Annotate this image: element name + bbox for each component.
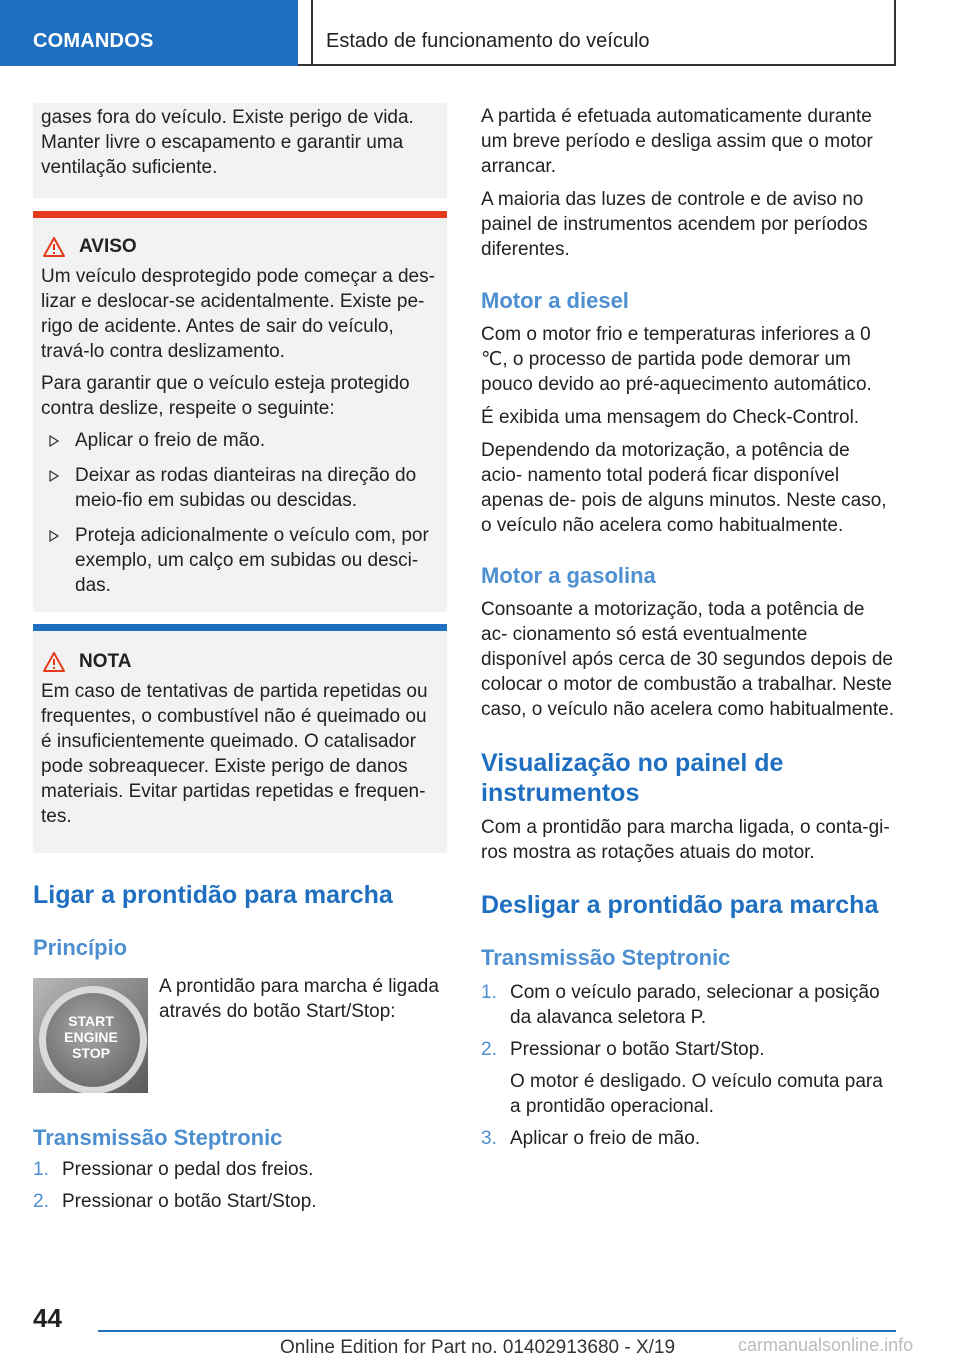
heading-steptronic-left: Transmissão Steptronic <box>33 1125 283 1150</box>
button-label-engine: ENGINE <box>64 1029 118 1045</box>
list-item: 1. Com o veículo parado, selecionar a posição da alavanca seletora P. <box>481 982 880 1028</box>
header-underline <box>298 64 896 66</box>
aviso-paragraph: Um veículo desprotegido pode começar a des- lizar e deslocar-se acidentalmente. Existe pe- rigo de acidente. Antes de sair do veículo, travá-lo contra deslizamento. <box>41 266 435 362</box>
watermark: carmanualsonline.info <box>738 1335 914 1355</box>
heading-principio: Princípio <box>33 935 128 960</box>
footer-rule <box>98 1330 896 1332</box>
chapter-title: Estado de funcionamento do veículo <box>326 30 650 52</box>
aviso-bullet-list <box>41 428 439 598</box>
heading-visualizacao: Visualização no painel de instrumentos <box>481 749 784 807</box>
bullet-triangle-icon <box>49 470 59 482</box>
list-item: Proteja adicionalmente o veículo com, por exemplo, um calço em subidas ou desci- das. <box>41 523 439 598</box>
list-item: 2. Pressionar o botão Start/Stop. <box>481 1039 765 1060</box>
warning-triangle-icon <box>43 652 65 672</box>
list-item: 1. Pressionar o pedal dos freios. <box>33 1159 314 1180</box>
warning-continuation-box <box>33 103 447 198</box>
nota-label: NOTA <box>79 651 132 672</box>
section-tab: COMANDOS <box>0 0 298 66</box>
bullet-triangle-icon <box>49 435 59 447</box>
start-stop-button-icon <box>33 978 148 1093</box>
page-number: 44 <box>33 1303 62 1333</box>
button-label-stop: STOP <box>72 1045 110 1061</box>
right-intro: A partida é efetuada automaticamente durante um breve período e desliga assim que o motor arrancar. A maioria das luzes de controle e de aviso no painel de instrumentos acendem por períodos diferentes. <box>481 106 873 260</box>
principio-text: A prontidão para marcha é ligada através do botão Start/Stop: <box>159 976 439 1022</box>
warning-continuation-text: gases fora do veículo. Existe perigo de vida. Manter livre o escapamento e garantir uma ventilação suficiente. <box>41 107 414 178</box>
heading-ligar: Ligar a prontidão para marcha <box>33 881 393 909</box>
list-item: Aplicar o freio de mão. <box>41 428 439 453</box>
heading-desligar: Desligar a prontidão para marcha <box>481 891 879 919</box>
aviso-heading <box>43 236 439 258</box>
steps-list-left <box>33 1157 447 1221</box>
step-note: O motor é desligado. O veículo comuta para a prontidão operacional. <box>510 1071 883 1117</box>
list-item: 2. Pressionar o botão Start/Stop. <box>33 1191 317 1212</box>
list-item: Deixar as rodas dianteiras na direção do meio-fio em subidas ou descidas. <box>41 463 439 513</box>
heading-diesel: Motor a diesel <box>481 288 629 313</box>
nota-paragraph: Em caso de tentativas de partida repetidas ou frequentes, o combustível não é queimado ou é insuficientemente queimado. O catalisador pode sobreaquecer. Existe perigo de danos materiais. Evitar partidas repetidas e frequen- tes. <box>41 681 428 827</box>
diesel-text: Com o motor frio e temperaturas inferiores a 0 ℃, o processo de partida pode demorar um pouco devido ao pré-aquecimento automático. É exibida uma mensagem do Check-Control. Dependendo da motorização, a potência de acio- namento total poderá ficar disponível apenas de- pois de alguns minutos. Neste caso, o veículo não acelera como habitualmente. <box>481 324 887 536</box>
button-label-start: START <box>68 1013 114 1029</box>
aviso-box <box>33 218 447 612</box>
aviso-paragraph: Para garantir que o veículo esteja protegido contra deslize, respeite o seguinte: <box>41 373 410 419</box>
nota-bar <box>33 624 447 631</box>
footer-edition: Online Edition for Part no. 01402913680 - X/19 <box>280 1337 676 1358</box>
nota-heading <box>43 651 439 673</box>
header-divider <box>894 0 896 66</box>
heading-gasolina: Motor a gasolina <box>481 563 656 588</box>
aviso-bar <box>33 211 447 218</box>
warning-triangle-icon <box>43 237 65 257</box>
bullet-triangle-icon <box>49 530 59 542</box>
start-stop-button-image <box>33 978 148 1093</box>
aviso-label: AVISO <box>79 236 137 257</box>
steps-list-right <box>481 980 895 1158</box>
header-divider <box>311 0 313 66</box>
gasolina-text: Consoante a motorização, toda a potência de ac- cionamento só está eventualmente disponível após cerca de 30 segundos depois de colocar o motor de combustão a trabalhar. Neste caso, o veículo não acelera como habitualmente. <box>481 599 894 720</box>
list-item: 3. Aplicar o freio de mão. <box>481 1128 701 1149</box>
nota-box <box>33 631 447 853</box>
visualizacao-text: Com a prontidão para marcha ligada, o conta-gi- ros mostra as rotações atuais do motor. <box>481 817 890 863</box>
heading-steptronic-right: Transmissão Steptronic <box>481 945 731 970</box>
